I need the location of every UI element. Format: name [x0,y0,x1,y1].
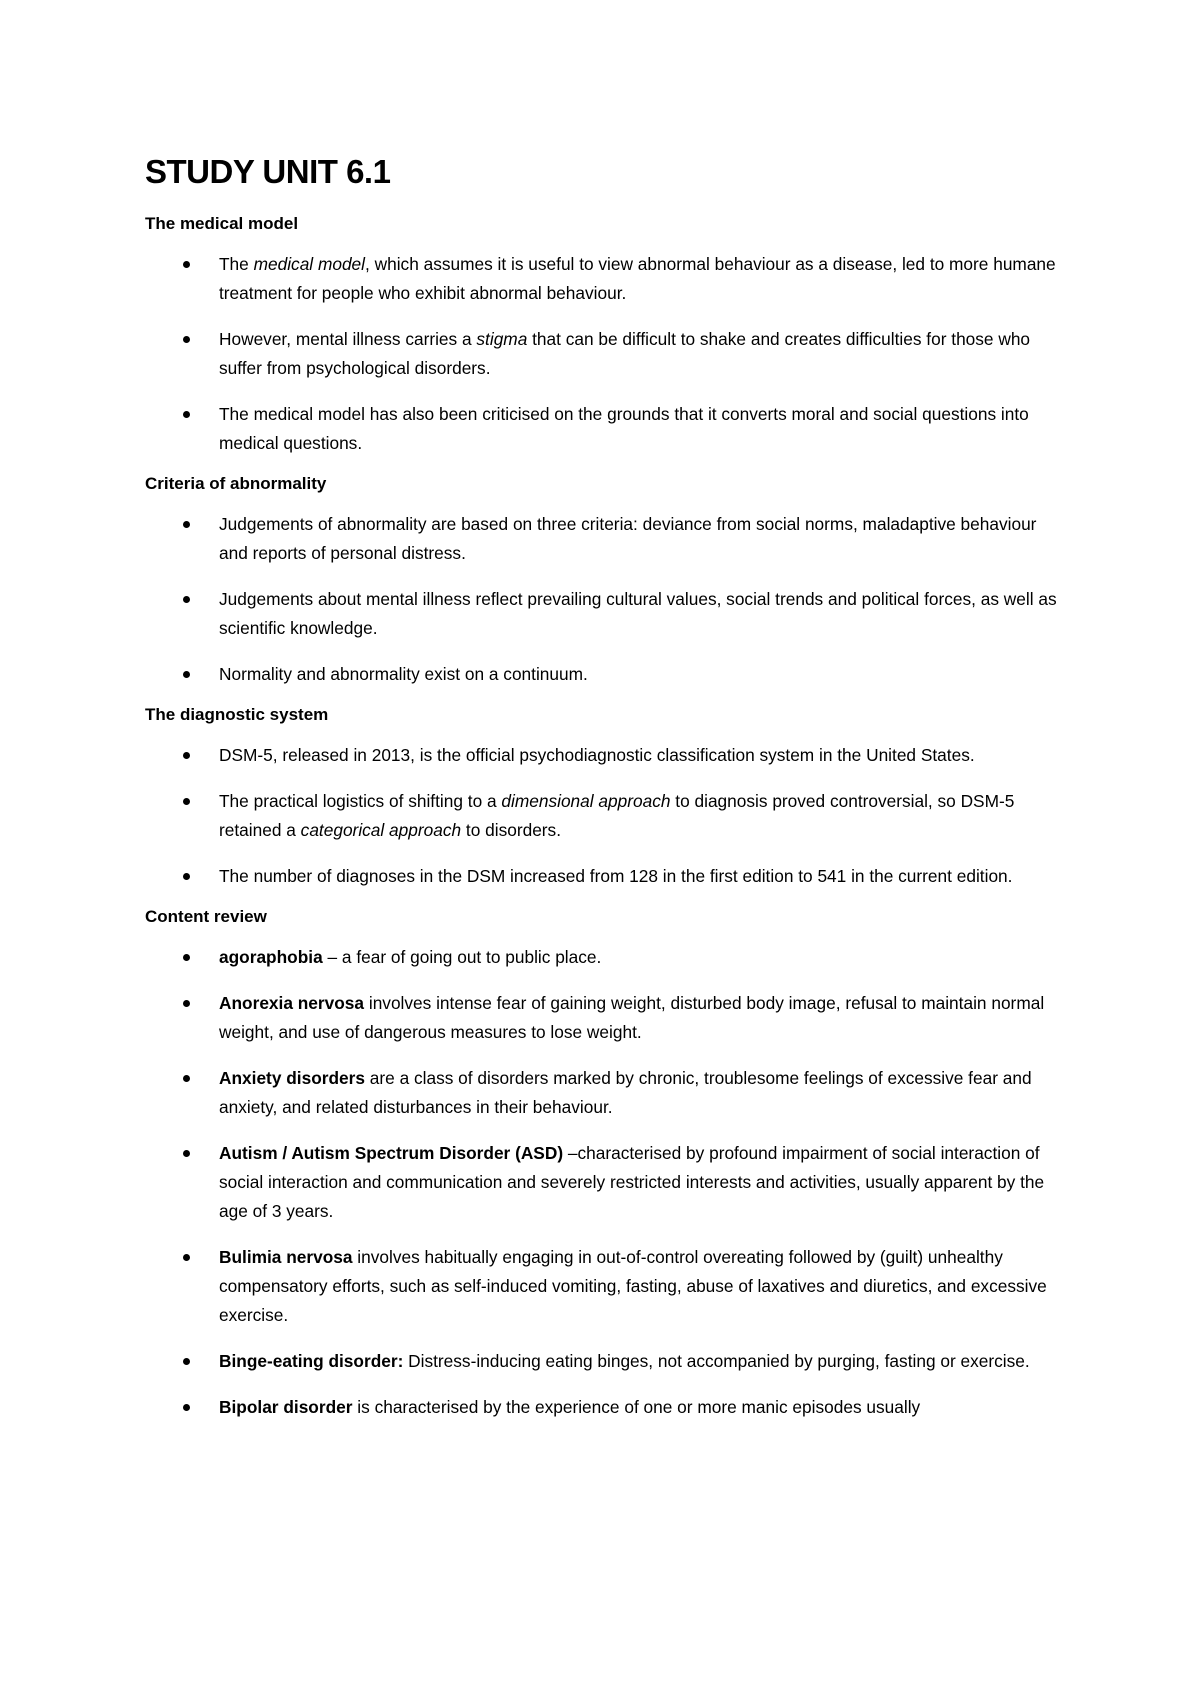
list-item [145,989,1065,1047]
list-item [145,325,1065,383]
item-text: Distress-inducing eating binges, not accompanied by purging, fasting or exercise. [403,1351,1030,1371]
list-item [145,1139,1065,1226]
item-text: , which assumes it is useful to view abnormal behaviour as a disease, led to more humane treatment for people who exhibit abnormal behaviour. [219,254,1056,303]
list-item [145,585,1065,643]
list-item [145,1064,1065,1122]
item-text: Normality and abnormality exist on a continuum. [219,664,588,684]
item-text: DSM-5, released in 2013, is the official psychodiagnostic classification system in the United States. [219,745,975,765]
list-item [145,943,1065,972]
bullet-icon [183,336,190,343]
item-text: involves intense fear of gaining weight, disturbed body image, refusal to maintain normal weight, and use of dangerous measures to lose weight. [219,993,1045,1042]
section [145,212,1065,458]
italic-term: medical model [253,254,366,274]
bullet-list [145,943,1065,1422]
bullet-list [145,250,1065,458]
italic-term: stigma [476,329,528,349]
item-text: is characterised by the experience of one or more manic episodes usually [352,1397,921,1417]
list-item [145,1243,1065,1330]
item-text: involves habitually engaging in out-of-control overeating followed by (guilt) unhealthy compensatory efforts, such as self-induced vomiting, fasting, abuse of laxatives and diuretics, and excessive exercise. [219,1247,1047,1325]
bold-term: Bipolar disorder [219,1397,353,1417]
list-item [145,400,1065,458]
section [145,905,1065,1422]
bold-term: Anxiety disorders [219,1068,365,1088]
bold-term: Bulimia nervosa [219,1247,353,1267]
section [145,703,1065,891]
bullet-icon [183,1075,190,1082]
section-heading: The diagnostic system [145,705,329,724]
sections-container [145,212,1065,1422]
item-text: The medical model has also been criticised on the grounds that it converts moral and social questions into medical questions. [219,404,1029,453]
list-item [145,862,1065,891]
bullet-icon [183,261,190,268]
document-content [145,152,1065,1436]
list-item [145,510,1065,568]
bullet-icon [183,1150,190,1157]
bullet-icon [183,596,190,603]
bold-term: Autism / Autism Spectrum Disorder (ASD) [219,1143,564,1163]
bullet-list [145,510,1065,689]
bullet-icon [183,521,190,528]
item-text: The practical logistics of shifting to a [219,791,502,811]
item-text: – a fear of going out to public place. [322,947,602,967]
bold-term: Anorexia nervosa [219,993,365,1013]
bullet-icon [183,671,190,678]
bullet-icon [183,873,190,880]
list-item [145,660,1065,689]
bullet-icon [183,1404,190,1411]
section-heading: Criteria of abnormality [145,474,327,493]
bullet-icon [183,954,190,961]
bullet-icon [183,798,190,805]
bullet-icon [183,752,190,759]
item-text: However, mental illness carries a [219,329,477,349]
item-text: The [219,254,254,274]
bullet-icon [183,1358,190,1365]
item-text: Judgements about mental illness reflect prevailing cultural values, social trends and political forces, as well as scientific knowledge. [219,589,1057,638]
bullet-icon [183,1000,190,1007]
item-text: to diagnosis proved controversial, so DSM-5 retained a [219,791,1015,840]
italic-term: dimensional approach [501,791,671,811]
list-item [145,787,1065,845]
item-text: that can be difficult to shake and creates difficulties for those who suffer from psychological disorders. [219,329,1031,378]
item-text: Judgements of abnormality are based on three criteria: deviance from social norms, maladaptive behaviour and reports of personal distress. [219,514,1037,563]
section [145,472,1065,689]
document-title: STUDY UNIT 6.1 [145,153,391,190]
bold-term: agoraphobia [219,947,323,967]
list-item [145,250,1065,308]
bullet-icon [183,411,190,418]
item-text: The number of diagnoses in the DSM increased from 128 in the first edition to 541 in the current edition. [219,866,1013,886]
list-item [145,1347,1065,1376]
italic-term: categorical approach [300,820,462,840]
item-text: –characterised by profound impairment of social interaction of social interaction and communication and severely restricted interests and activities, usually apparent by the age of 3 years. [219,1143,1045,1221]
bullet-list [145,741,1065,891]
list-item [145,741,1065,770]
section-heading: Content review [145,907,267,926]
section-heading: The medical model [145,214,299,233]
bold-term: Binge-eating disorder: [219,1351,404,1371]
bullet-icon [183,1254,190,1261]
list-item [145,1393,1065,1422]
item-text: are a class of disorders marked by chronic, troublesome feelings of excessive fear and anxiety, and related disturbances in their behaviour. [219,1068,1032,1117]
item-text: to disorders. [461,820,561,840]
